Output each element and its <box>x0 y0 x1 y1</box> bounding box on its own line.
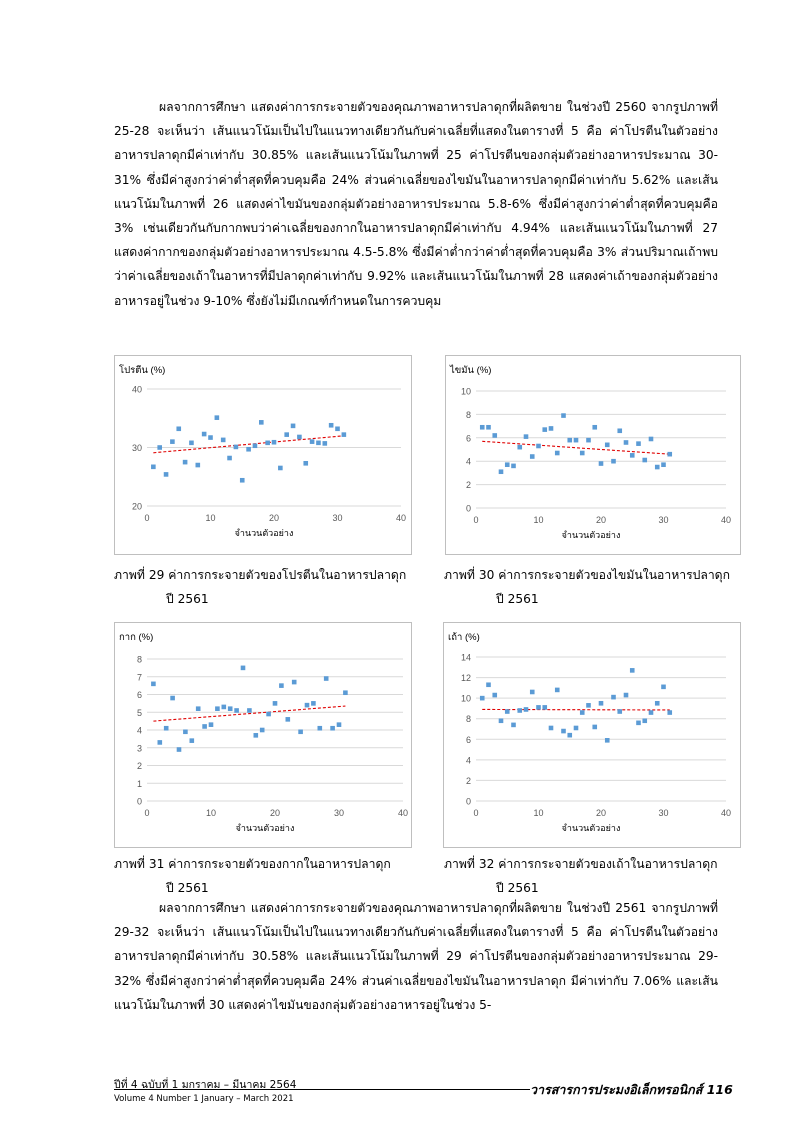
data-point <box>323 441 328 446</box>
y-tick-label: 6 <box>465 433 471 444</box>
data-point <box>586 438 591 443</box>
data-point <box>661 462 666 467</box>
y-tick-label: 8 <box>136 654 142 665</box>
x-tick-label: 20 <box>595 808 607 818</box>
data-point <box>580 451 585 456</box>
data-point <box>227 456 232 461</box>
data-point <box>272 440 277 445</box>
y-tick-label: 7 <box>136 672 142 683</box>
data-point <box>164 726 169 731</box>
caption-fig29 <box>114 563 406 611</box>
data-point <box>234 708 239 713</box>
chart-protein-svg <box>115 356 411 554</box>
data-point <box>196 706 201 711</box>
data-point <box>567 438 572 443</box>
data-point <box>505 462 510 467</box>
y-tick-label: 30 <box>131 443 142 453</box>
chart-fiber-svg <box>115 623 411 847</box>
caption-fig29-line2: ปี 2561 <box>166 592 209 606</box>
data-point <box>305 703 310 708</box>
data-point <box>241 666 246 671</box>
chart-ash <box>443 622 741 848</box>
data-point <box>176 426 181 431</box>
x-tick-label: 10 <box>533 808 544 818</box>
x-tick-label: 0 <box>473 808 479 818</box>
data-point <box>555 451 560 456</box>
data-point <box>246 447 251 452</box>
data-point <box>151 682 156 687</box>
x-tick-label: 40 <box>397 808 409 818</box>
data-point <box>342 432 347 437</box>
data-point <box>215 706 220 711</box>
data-point <box>486 425 491 430</box>
data-point <box>273 701 278 706</box>
footer-page-number: 116 <box>706 1082 733 1097</box>
paragraph-2 <box>114 896 718 1017</box>
data-point <box>524 707 529 712</box>
x-tick-label: 10 <box>205 513 216 523</box>
chart-title: โปรตีน (%) <box>119 365 166 376</box>
data-point <box>624 440 629 445</box>
data-point <box>649 710 654 715</box>
data-point <box>605 443 610 448</box>
caption-fig30 <box>444 563 730 611</box>
x-tick-label: 30 <box>333 808 345 818</box>
x-tick-label: 10 <box>533 515 544 525</box>
data-point <box>574 726 579 731</box>
data-point <box>189 441 194 446</box>
data-point <box>505 709 510 714</box>
y-tick-label: 0 <box>465 503 471 514</box>
chart-title: กาก (%) <box>119 632 154 643</box>
data-point <box>542 705 547 710</box>
chart-fat-svg <box>446 356 740 554</box>
y-tick-label: 6 <box>136 690 142 700</box>
data-point <box>636 721 641 726</box>
x-tick-label: 30 <box>332 513 343 523</box>
data-point <box>202 724 207 729</box>
data-point <box>215 415 220 420</box>
data-point <box>642 718 647 723</box>
data-point <box>303 461 308 466</box>
footer-issue-th: ปีที่ 4 ฉบับที่ 1 มกราคม – มีนาคม 2564 <box>114 1079 297 1091</box>
x-tick-label: 40 <box>395 513 407 523</box>
footer-issue-en: Volume 4 Number 1 January – March 2021 <box>114 1094 294 1104</box>
data-point <box>624 693 629 698</box>
data-point <box>586 703 591 708</box>
data-point <box>592 425 597 430</box>
data-point <box>492 433 497 438</box>
data-point <box>151 465 156 470</box>
data-point <box>592 725 597 730</box>
data-point <box>655 465 660 470</box>
y-tick-label: 0 <box>136 796 142 807</box>
data-point <box>337 722 342 727</box>
data-point <box>499 469 504 474</box>
x-tick-label: 0 <box>144 808 150 818</box>
x-axis-label: จำนวนตัวอย่าง <box>234 528 294 538</box>
caption-fig31-line1: ภาพที่ 31 ค่าการกระจายตัวของกากในอาหารปลาดุก <box>114 857 391 871</box>
y-tick-label: 2 <box>136 761 142 771</box>
data-point <box>208 435 213 440</box>
data-point <box>284 432 289 437</box>
data-point <box>291 424 296 429</box>
data-point <box>574 438 579 443</box>
caption-fig30-line1: ภาพที่ 30 ค่าการกระจายตัวของไขมันในอาหารปลาดุก <box>444 568 730 582</box>
data-point <box>196 463 201 468</box>
data-point <box>158 740 163 745</box>
data-point <box>549 726 554 731</box>
trend-line <box>482 441 670 454</box>
data-point <box>164 472 169 477</box>
data-point <box>599 461 604 466</box>
chart-fat <box>445 355 741 555</box>
paragraph-1 <box>114 95 718 313</box>
data-point <box>190 738 195 743</box>
x-tick-label: 40 <box>720 515 732 525</box>
y-tick-label: 14 <box>460 652 471 663</box>
data-point <box>530 690 535 695</box>
x-tick-label: 0 <box>473 515 479 525</box>
y-tick-label: 5 <box>136 707 142 718</box>
data-point <box>260 728 265 733</box>
data-point <box>221 438 226 443</box>
data-point <box>183 460 188 465</box>
y-tick-label: 8 <box>465 714 471 725</box>
x-tick-label: 30 <box>658 808 669 818</box>
data-point <box>324 676 329 681</box>
data-point <box>209 722 214 727</box>
data-point <box>329 423 334 428</box>
data-point <box>330 726 335 731</box>
data-point <box>555 688 560 693</box>
data-point <box>265 441 270 446</box>
data-point <box>549 426 554 431</box>
data-point <box>561 413 566 418</box>
data-point <box>297 435 302 440</box>
data-point <box>499 718 504 723</box>
data-point <box>292 680 297 685</box>
data-point <box>611 459 616 464</box>
caption-fig29-line1: ภาพที่ 29 ค่าการกระจายตัวของโปรตีนในอาหารปลาดุก <box>114 568 407 582</box>
data-point <box>234 445 239 450</box>
data-point <box>157 445 162 450</box>
y-tick-label: 4 <box>136 725 142 736</box>
data-point <box>661 685 666 690</box>
data-point <box>343 690 348 695</box>
data-point <box>311 701 316 706</box>
data-point <box>642 458 647 463</box>
y-tick-label: 10 <box>460 386 471 397</box>
data-point <box>286 717 291 722</box>
data-point <box>530 454 535 459</box>
chart-fiber <box>114 622 412 848</box>
y-tick-label: 3 <box>136 743 142 754</box>
x-axis-label: จำนวนตัวอย่าง <box>561 530 621 540</box>
data-point <box>536 705 541 710</box>
data-point <box>599 701 604 706</box>
data-point <box>655 701 660 706</box>
data-point <box>266 712 271 717</box>
data-point <box>254 733 259 738</box>
x-tick-label: 20 <box>269 808 281 818</box>
data-point <box>542 427 547 432</box>
y-tick-label: 4 <box>465 456 471 467</box>
x-tick-label: 0 <box>144 513 150 523</box>
y-tick-label: 2 <box>465 775 471 786</box>
caption-fig32-line1: ภาพที่ 32 ค่าการกระจายตัวของเถ้าในอาหารปลาดุก <box>444 857 718 871</box>
data-point <box>492 693 497 698</box>
x-axis-label: จำนวนตัวอย่าง <box>561 823 621 833</box>
data-point <box>649 437 654 442</box>
data-point <box>611 695 616 700</box>
y-tick-label: 2 <box>465 480 471 491</box>
data-point <box>335 426 340 431</box>
caption-fig32 <box>444 852 718 900</box>
data-point <box>511 723 516 728</box>
data-point <box>630 453 635 458</box>
x-tick-label: 30 <box>658 515 669 525</box>
data-point <box>183 729 188 734</box>
data-point <box>480 425 485 430</box>
chart-ash-svg <box>444 623 740 847</box>
data-point <box>517 708 522 713</box>
data-point <box>524 434 529 439</box>
data-point <box>536 444 541 449</box>
x-tick-label: 10 <box>205 808 217 818</box>
data-point <box>222 705 227 710</box>
footer-divider <box>114 1089 530 1090</box>
caption-fig32-line2: ปี 2561 <box>496 881 539 895</box>
data-point <box>318 726 323 731</box>
data-point <box>170 439 175 444</box>
data-point <box>567 733 572 738</box>
x-tick-label: 40 <box>720 808 732 818</box>
data-point <box>486 682 491 687</box>
caption-fig31 <box>114 852 391 900</box>
data-point <box>170 696 175 701</box>
data-point <box>177 747 182 752</box>
data-point <box>202 432 207 437</box>
data-point <box>480 696 485 701</box>
paragraph-2-text: ผลจากการศึกษา แสดงค่าการกระจายตัวของคุณภาพอาหารปลาดุกที่ผลิตขาย ในช่วงปี 2561 จากรูปภาพที่ 29-32 จะเห็นว่า เส้นแนวโน้มเป็นไปในแนวทางเดียวกันกับค่าเฉลี่ยที่แสดงในตารางที่ 5 คือ ค่าโปรตีนในตัวอย่างอาหารปลาดุกมีค่าเท่ากับ 30.58% และเส้นแนวโน้มในภาพที่ 29 ค่าโปรตีนของกลุ่มตัวอย่างอาหารประมาณ 29-32% ซึ่งมีค่าสูงกว่าค่าต่ำสุดที่ควบคุมคือ 24% ส่วนค่าเฉลี่ยของไขมันในอาหารปลาดุก มีค่าเท่ากับ 7.06% และเส้นแนวโน้มในภาพที่ 30 แสดงค่าไขมันของกลุ่มตัวอย่างอาหารอยู่ในช่วง 5- <box>114 901 718 1012</box>
data-point <box>247 708 252 713</box>
paragraph-1-text: ผลจากการศึกษา แสดงค่าการกระจายตัวของคุณภาพอาหารปลาดุกที่ผลิตขาย ในช่วงปี 2560 จากรูปภาพที่ 25-28 จะเห็นว่า เส้นแนวโน้มเป็นไปในแนวทางเดียวกันกับค่าเฉลี่ยที่แสดงในตารางที่ 5 คือ ค่าโปรตีนในตัวอย่างอาหารปลาดุกมีค่าเท่ากับ 30.85% และเส้นแนวโน้มในภาพที่ 25 ค่าโปรตีนของกลุ่มตัวอย่างอาหารประมาณ 30-31% ซึ่งมีค่าสูงกว่าค่าต่ำสุดที่ควบคุมคือ 24% ส่วนค่าเฉลี่ยของไขมันในอาหารปลาดุกมีค่าเท่ากับ 5.62% และเส้นแนวโน้มในภาพที่ 26 แสดงค่าไขมันของกลุ่มตัวอย่างอาหารประมาณ 5.8-6% ซึ่งมีค่าสูงกว่าค่าต่ำสุดที่ควบคุมคือ 3% เช่นเดียวกันกับกากพบว่าค่าเฉลี่ยของกากในอาหารปลาดุกมีค่าเท่ากับ 4.94% และเส้นแนวโน้มในภาพที่ 27 แสดงค่ากากของกลุ่มตัวอย่างอาหารประมาณ 4.5-5.8% ซึ่งมีค่าต่ำกว่าค่าต่ำสุดที่ควบคุมคือ 3% ส่วนปริมาณเถ้าพบว่าค่าเฉลี่ยของเถ้าในอาหารที่มีปลาดุกค่าเท่ากับ 9.92% และเส้นแนวโน้มในภาพที่ 28 แสดงค่าเถ้าของกลุ่มตัวอย่างอาหารอยู่ในช่วง 9-10% ซึ่งยังไม่มีเกณฑ์กำหนดในการควบคุม <box>114 100 718 308</box>
data-point <box>298 729 303 734</box>
chart-title: ไขมัน (%) <box>450 365 492 376</box>
data-point <box>228 706 233 711</box>
data-point <box>517 445 522 450</box>
chart-protein <box>114 355 412 555</box>
data-point <box>259 420 264 425</box>
data-point <box>310 439 315 444</box>
data-point <box>667 710 672 715</box>
data-point <box>279 683 284 688</box>
y-tick-label: 1 <box>136 778 142 789</box>
data-point <box>617 428 622 433</box>
data-point <box>240 478 245 483</box>
trend-line <box>482 709 670 710</box>
data-point <box>278 466 283 471</box>
data-point <box>667 452 672 457</box>
y-tick-label: 40 <box>131 384 142 395</box>
footer-journal <box>530 1080 733 1100</box>
y-tick-label: 10 <box>460 693 471 704</box>
data-point <box>253 443 258 448</box>
x-tick-label: 20 <box>595 515 607 525</box>
footer-journal-name: วารสารการประมงอิเล็กทรอนิกส์ <box>530 1082 703 1097</box>
chart-title: เถ้า (%) <box>448 632 480 643</box>
x-tick-label: 20 <box>268 513 280 523</box>
data-point <box>617 709 622 714</box>
data-point <box>561 729 566 734</box>
data-point <box>630 668 635 673</box>
y-tick-label: 12 <box>460 673 471 684</box>
data-point <box>636 441 641 446</box>
caption-fig30-line2: ปี 2561 <box>496 592 539 606</box>
data-point <box>511 464 516 469</box>
data-point <box>316 441 321 446</box>
data-point <box>605 738 610 743</box>
y-tick-label: 6 <box>465 734 471 745</box>
y-tick-label: 20 <box>131 501 142 512</box>
y-tick-label: 0 <box>465 796 471 807</box>
y-tick-label: 8 <box>465 409 471 420</box>
data-point <box>580 710 585 715</box>
caption-fig31-line2: ปี 2561 <box>166 881 209 895</box>
y-tick-label: 4 <box>465 755 471 766</box>
x-axis-label: จำนวนตัวอย่าง <box>235 823 295 833</box>
